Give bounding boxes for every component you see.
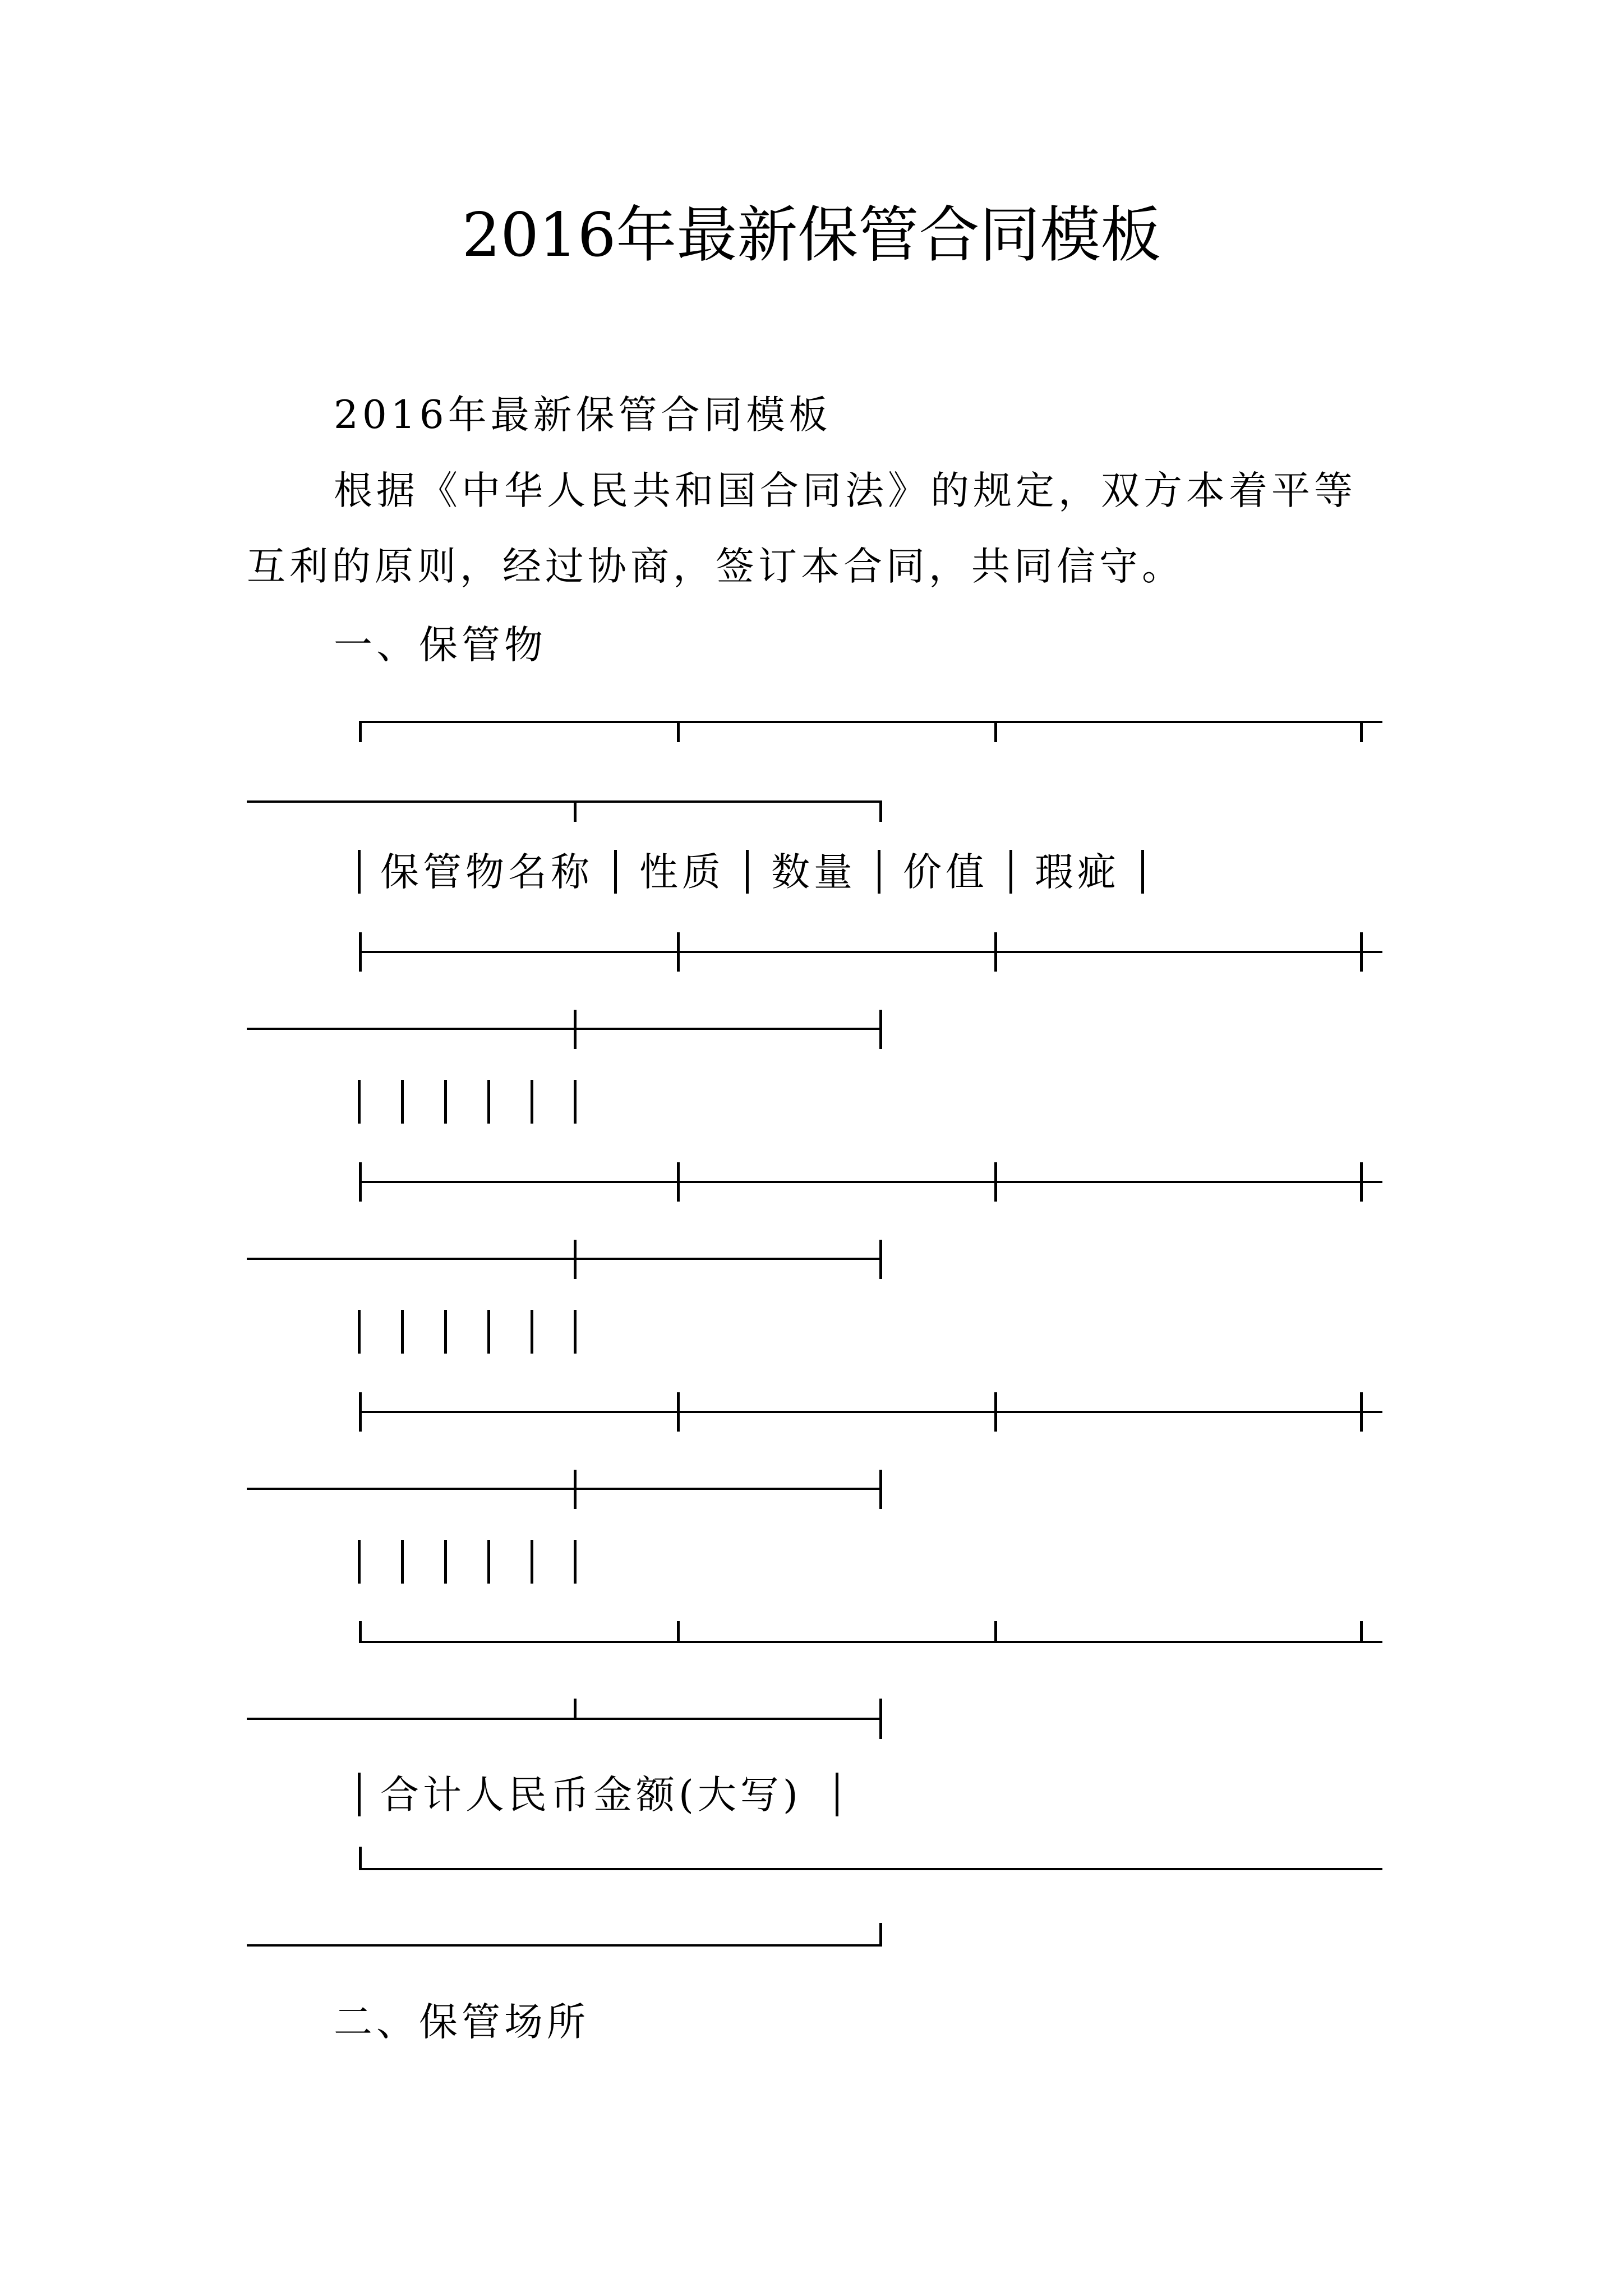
table-top-rule-cont-tick-2 <box>879 800 882 822</box>
row-2-bar-5 <box>531 1310 533 1354</box>
header-cell-value: 价值 <box>903 850 988 895</box>
table-top-rule <box>359 721 1382 723</box>
table-top-rule-tick-4 <box>1360 721 1363 742</box>
row-2-bar-6 <box>574 1310 577 1354</box>
row-1-bar-4 <box>487 1080 490 1124</box>
page-title: 2016年最新保管合同模板 <box>462 200 1161 270</box>
row-1-bar-1 <box>358 1080 361 1124</box>
section-2-heading: 二、保管场所 <box>334 2000 589 2045</box>
row-2-bar-1 <box>358 1310 361 1354</box>
table-top-rule-cont-tick-1 <box>574 800 577 822</box>
row-separator-4-cont-tick-a <box>574 1699 577 1720</box>
row-separator-2-tick-d <box>1360 1162 1363 1202</box>
section-1-heading: 一、保管物 <box>334 623 547 668</box>
table-top-rule-left-tick <box>359 721 362 742</box>
row-separator-3-tick-a <box>359 1392 362 1432</box>
header-bar-6 <box>1141 850 1144 894</box>
row-separator-3-tick-c <box>994 1392 997 1432</box>
row-2-bar-2 <box>401 1310 404 1354</box>
row-separator-3-cont-tick-a <box>574 1470 577 1509</box>
row-separator-1-tick-c <box>994 932 997 972</box>
row-separator-1-tick-d <box>1360 932 1363 972</box>
row-separator-3-cont <box>247 1488 880 1490</box>
row-separator-4-tick-d <box>1360 1621 1363 1642</box>
document-subtitle: 2016年最新保管合同模板 <box>334 393 832 438</box>
row-separator-4-cont <box>247 1718 880 1720</box>
header-bar-4 <box>878 850 880 894</box>
table-top-rule-tick-2 <box>677 721 680 742</box>
total-label: 合计人民币金额(大写) <box>380 1773 802 1818</box>
row-separator-1-cont-tick-b <box>879 1010 882 1049</box>
table-bottom-rule-right-tick <box>879 1923 882 1947</box>
row-1-bar-6 <box>574 1080 577 1124</box>
row-separator-1-cont <box>247 1028 880 1030</box>
row-separator-1-tick-a <box>359 932 362 972</box>
row-separator-2-cont-tick-b <box>879 1240 882 1279</box>
header-cell-quantity: 数量 <box>771 850 856 895</box>
header-cell-nature: 性质 <box>639 850 725 895</box>
header-bar-5 <box>1009 850 1012 894</box>
row-separator-2-tick-a <box>359 1162 362 1202</box>
row-1-bar-2 <box>401 1080 404 1124</box>
row-separator-1-tick-b <box>677 932 680 972</box>
header-bar-3 <box>746 850 749 894</box>
table-bottom-rule-cont <box>247 1944 880 1947</box>
table-top-rule-cont <box>247 800 880 803</box>
row-3-bar-2 <box>401 1540 404 1584</box>
row-2-bar-3 <box>444 1310 447 1354</box>
header-cell-name: 保管物名称 <box>380 850 593 895</box>
row-2-bar-4 <box>487 1310 490 1354</box>
row-3-bar-4 <box>487 1540 490 1584</box>
row-separator-4 <box>359 1641 1382 1643</box>
header-bar-2 <box>614 850 617 894</box>
row-separator-2-tick-c <box>994 1162 997 1202</box>
table-bottom-rule <box>359 1868 1382 1870</box>
total-bar-left <box>358 1773 361 1816</box>
intro-line-2: 互利的原则，经过协商，签订本合同，共同信守。 <box>247 544 1184 589</box>
row-separator-4-tick-c <box>994 1621 997 1642</box>
row-3-bar-1 <box>358 1540 361 1584</box>
row-separator-2-cont-tick-a <box>574 1240 577 1279</box>
header-cell-defect: 瑕疵 <box>1035 850 1120 895</box>
row-separator-4-tick-b <box>677 1621 680 1642</box>
row-separator-3-tick-d <box>1360 1392 1363 1432</box>
table-bottom-rule-left-tick <box>359 1847 362 1870</box>
total-bar-right <box>836 1773 838 1816</box>
row-3-bar-6 <box>574 1540 577 1584</box>
row-separator-2-cont <box>247 1258 880 1260</box>
row-separator-3-tick-b <box>677 1392 680 1432</box>
row-separator-4-tick-a <box>359 1621 362 1642</box>
intro-line-1: 根据《中华人民共和国合同法》的规定，双方本着平等 <box>334 468 1357 513</box>
row-1-bar-3 <box>444 1080 447 1124</box>
row-separator-2 <box>359 1181 1382 1183</box>
header-bar-1 <box>358 850 361 894</box>
row-separator-2-tick-b <box>677 1162 680 1202</box>
row-3-bar-5 <box>531 1540 533 1584</box>
row-separator-4-cont-tick-b <box>879 1699 882 1739</box>
row-separator-3 <box>359 1411 1382 1413</box>
row-3-bar-3 <box>444 1540 447 1584</box>
row-separator-1-cont-tick-a <box>574 1010 577 1049</box>
row-separator-3-cont-tick-b <box>879 1470 882 1509</box>
row-1-bar-5 <box>531 1080 533 1124</box>
row-separator-1 <box>359 951 1382 953</box>
table-top-rule-tick-3 <box>994 721 997 742</box>
